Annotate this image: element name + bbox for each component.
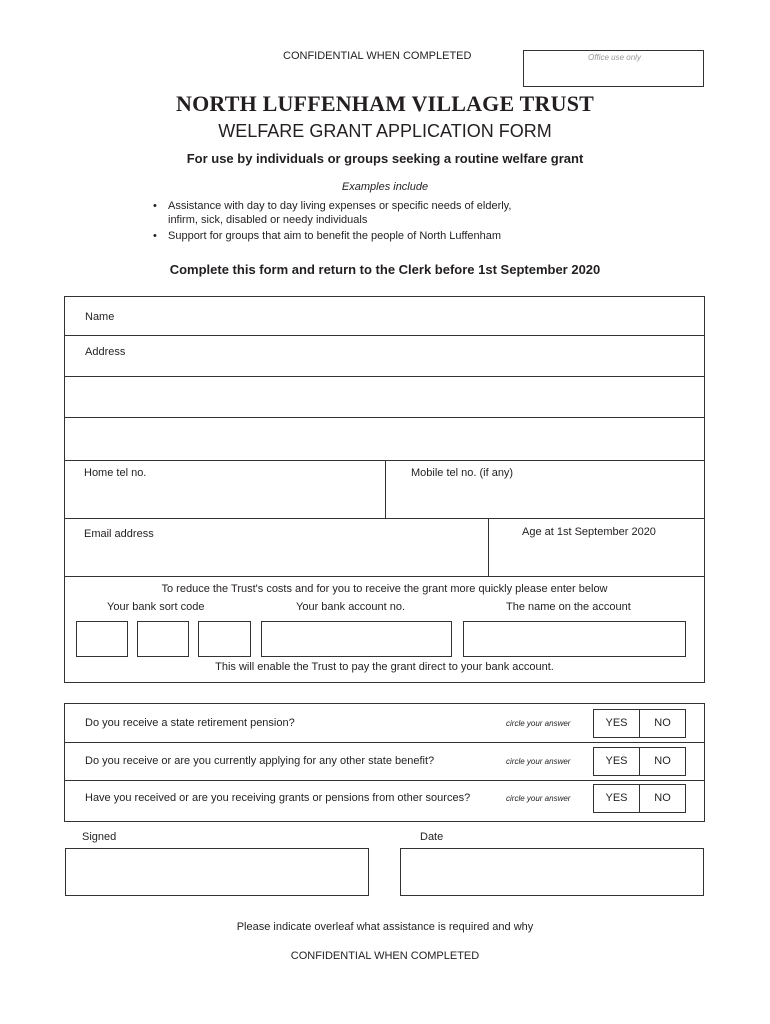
account-no-label: Your bank account no. <box>296 601 406 613</box>
email-label: Email address <box>84 528 154 540</box>
name-field-label: Name <box>85 311 115 323</box>
confidential-notice-bottom: CONFIDENTIAL WHEN COMPLETED <box>290 950 480 962</box>
bullet-2: • <box>153 230 157 242</box>
date-label: Date <box>420 831 444 843</box>
question-3-no-option[interactable]: NO <box>654 792 671 804</box>
age-label: Age at 1st September 2020 <box>522 526 656 538</box>
divider <box>64 780 705 781</box>
sort-code-label: Your bank sort code <box>107 601 205 613</box>
question-1-yes-option[interactable]: YES <box>605 717 628 729</box>
purpose-statement: For use by individuals or groups seeking a routine welfare grant <box>186 151 584 166</box>
account-number-field[interactable] <box>261 621 452 657</box>
sort-code-field-1[interactable] <box>76 621 128 657</box>
email-field[interactable] <box>68 545 484 573</box>
address-field-label: Address <box>85 346 126 358</box>
example-2: Support for groups that aim to benefit the people of North Luffenham <box>168 230 502 242</box>
divider <box>64 576 705 577</box>
age-field[interactable] <box>493 545 700 573</box>
divider <box>64 742 705 743</box>
address-line-1-field[interactable] <box>140 339 700 373</box>
question-2-answer-box <box>593 747 686 776</box>
question-2-yes-option[interactable]: YES <box>605 755 628 767</box>
org-title: NORTH LUFFENHAM VILLAGE TRUST <box>176 91 594 116</box>
confidential-notice-top: CONFIDENTIAL WHEN COMPLETED <box>283 50 472 62</box>
account-name-label: The name on the account <box>506 601 631 613</box>
divider <box>385 460 386 518</box>
question-3-text: Have you received or are you receiving grants or pensions from other sources? <box>85 792 471 804</box>
example-1-line-1: Assistance with day to day living expenses or specific needs of elderly, <box>168 200 512 212</box>
bank-note: This will enable the Trust to pay the grant direct to your bank account. <box>215 661 554 673</box>
signature-field[interactable] <box>65 848 369 896</box>
bullet-1: • <box>153 200 157 212</box>
examples-heading: Examples include <box>341 181 429 193</box>
question-1-text: Do you receive a state retirement pension? <box>85 717 295 729</box>
question-1-answer-box <box>593 709 686 738</box>
address-line-3-field[interactable] <box>68 421 700 457</box>
name-field[interactable] <box>140 300 700 332</box>
office-use-label: Office use only <box>588 53 641 62</box>
mobile-tel-label: Mobile tel no. (if any) <box>411 467 514 479</box>
example-1-line-2: infirm, sick, disabled or needy individuals <box>168 214 368 226</box>
divider <box>64 376 705 377</box>
question-2-no-option[interactable]: NO <box>654 755 671 767</box>
question-1-no-option[interactable]: NO <box>654 717 671 729</box>
home-tel-label: Home tel no. <box>84 467 147 479</box>
question-3-answer-box <box>593 784 686 813</box>
question-2-text: Do you receive or are you currently applying for any other state benefit? <box>85 755 435 767</box>
home-tel-field[interactable] <box>68 483 380 515</box>
signed-label: Signed <box>82 831 117 843</box>
question-3-hint: circle your answer <box>506 794 571 803</box>
form-title: WELFARE GRANT APPLICATION FORM <box>218 121 552 141</box>
divider <box>64 518 705 519</box>
overleaf-note: Please indicate overleaf what assistance is required and why <box>236 921 534 933</box>
date-field[interactable] <box>400 848 704 896</box>
question-3-yes-option[interactable]: YES <box>605 792 628 804</box>
divider <box>64 417 705 418</box>
divider <box>488 518 489 576</box>
mobile-tel-field[interactable] <box>390 483 700 515</box>
bank-intro: To reduce the Trust's costs and for you to receive the grant more quickly please enter below <box>161 583 608 595</box>
office-use-box <box>523 50 704 87</box>
divider <box>64 335 705 336</box>
sort-code-field-3[interactable] <box>198 621 251 657</box>
return-instruction: Complete this form and return to the Clerk before 1st September 2020 <box>169 262 601 277</box>
question-2-hint: circle your answer <box>506 757 571 766</box>
sort-code-field-2[interactable] <box>137 621 189 657</box>
account-name-field[interactable] <box>463 621 686 657</box>
address-line-2-field[interactable] <box>68 380 700 414</box>
question-1-hint: circle your answer <box>506 719 571 728</box>
